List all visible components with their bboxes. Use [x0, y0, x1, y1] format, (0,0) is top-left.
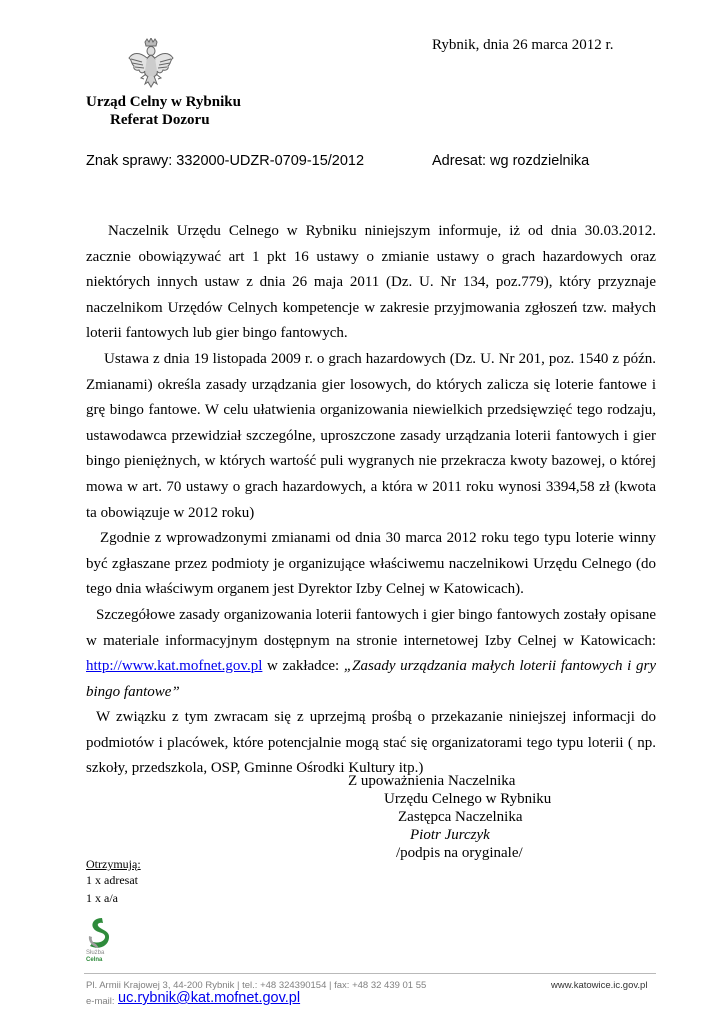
- paragraph-4-tab-title: „Zasady urządzania małych loterii fantowych i gry bingo fantowe”: [86, 658, 656, 700]
- paragraph-4-tab-label: w zakładce:: [262, 658, 344, 675]
- logo-text-line1: Służba: [86, 950, 105, 956]
- place-date: Rybnik, dnia 26 marca 2012 r.: [432, 37, 614, 53]
- logo-text-line2: Celna: [86, 957, 103, 963]
- addressee: Adresat: wg rozdzielnika: [432, 153, 590, 169]
- signature-office: Urzędu Celnego w Rybniku: [384, 791, 552, 807]
- footer-address: Pl. Armii Krajowej 3, 44-200 Rybnik | tel.: +48 324390154 | fax: +48 32 439 01 55: [86, 980, 427, 991]
- letter-body: [86, 219, 656, 782]
- footer-divider: [84, 973, 656, 974]
- office-department: Referat Dozoru: [110, 112, 210, 128]
- signature-role: Zastępca Naczelnika: [398, 809, 523, 825]
- footer-website[interactable]: www.katowice.ic.gov.pl: [551, 980, 648, 991]
- signature-authorization: Z upoważnienia Naczelnika: [348, 773, 516, 789]
- paragraph-1: Naczelnik Urzędu Celnego w Rybniku niniejszym informuje, iż od dnia 30.03.2012. zacznie obowiązywać art 1 pkt 16 ustawy o zmianie ustawy o grach hazardowych oraz niektórych innych ustaw z dnia 26 maja 2011 (Dz. U. Nr 134, poz.779), który przyznaje naczelnikom Urzędów Celnych kompetencje w zakresie przyjmowania zgłoszeń tzw. małych loterii fantowych lub gier bingo fantowych.: [86, 223, 656, 342]
- paragraph-3: Zgodnie z wprowadzonymi zmianami od dnia 30 marca 2012 roku tego typu loterie winny być zgłaszane przez podmioty je organizujące właściwemu naczelnikowi Urzędu Celnego (do tego dnia właściwym organem jest Dyrektor Izby Celnej w Katowicach).: [86, 530, 656, 598]
- recipient-item: 1 x a/a: [86, 891, 118, 905]
- recipients-title: Otrzymują:: [86, 857, 141, 871]
- case-reference: Znak sprawy: 332000-UDZR-0709-15/2012: [86, 153, 365, 169]
- paragraph-4: [86, 603, 656, 705]
- paragraph-2: Ustawa z dnia 19 listopada 2009 r. o grach hazardowych (Dz. U. Nr 201, poz. 1540 z późn. Zmianami) określa zasady urządzania gier losowych, do których zalicza się loterie fantowe i grę bingo fantowe. W celu ułatwienia organizowania niewielkich przedsięwzięć tego rodzaju, ustawodawca przewidział szczególne, uproszczone zasady urządzania loterii fantowych i gier bingo pieniężnych, w których wartość puli wygranych nie przekracza kwoty bazowej, o której mowa w art. 70 ustawy o grach hazardowych, a która w 2011 roku wynosi 3394,58 zł (kwota ta obowiązuje w 2012 roku): [86, 350, 656, 521]
- signature-note: /podpis na oryginale/: [396, 845, 523, 861]
- paragraph-4-text: Szczegółowe zasady organizowania loterii fantowych i gier bingo fantowych zostały opisane w materiale informacyjnym dostępnym na stronie internetowej Izby Celnej w Katowicach:: [86, 606, 656, 649]
- office-name: Urząd Celny w Rybniku: [86, 94, 241, 110]
- signature-name: Piotr Jurczyk: [410, 827, 490, 843]
- customs-service-logo-icon: [84, 916, 114, 952]
- footer-email-label: e-mail:: [86, 996, 115, 1007]
- footer-email-link[interactable]: uc.rybnik@kat.mofnet.gov.pl: [118, 990, 301, 1006]
- eagle-emblem-icon: [128, 38, 174, 88]
- paragraph-5: W związku z tym zwracam się z uprzejmą prośbą o przekazanie niniejszej informacji do podmiotów i placówek, które potencjalnie mogą stać się organizatorami tego typu loterii ( np. szkoły, przedszkola, OSP, Gminne Ośrodki Kultury itp.): [86, 709, 656, 777]
- recipient-item: 1 x adresat: [86, 873, 138, 887]
- izba-celna-website-link[interactable]: http://www.kat.mofnet.gov.pl: [86, 658, 263, 675]
